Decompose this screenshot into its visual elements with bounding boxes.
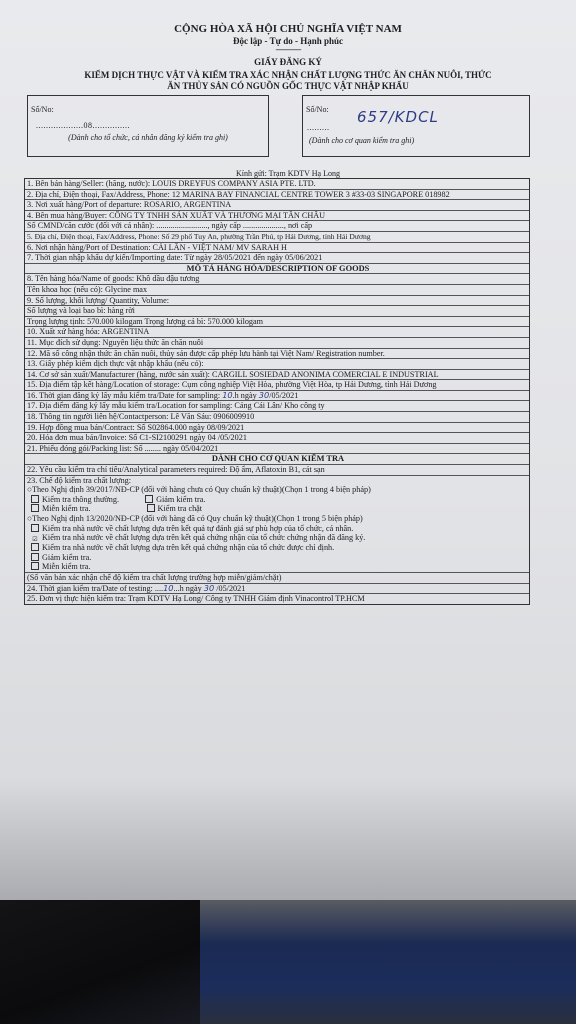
option-registered-certification: Kiểm tra nhà nước về chất lượng dựa trên kết quả chứng nhận của tổ chức chứng nhận đã đăng ký. bbox=[42, 533, 366, 543]
decree-39-label: Theo Nghị định 39/2017/NĐ-CP (đối với hàng chưa có Quy chuẩn kỹ thuật)(Chọn 1 trong 4 biện pháp) bbox=[31, 485, 371, 495]
testing-hour-handwritten: 10 bbox=[163, 583, 174, 593]
applicant-number-box bbox=[27, 95, 269, 157]
decree-13-option-1 bbox=[25, 524, 529, 534]
document-subtitle-line1: KIỂM DỊCH THỰC VẬT VÀ KIỂM TRA XÁC NHẬN CHẤT LƯỢNG THỨC ĂN CHĂN NUÔI, THỨC bbox=[84, 70, 492, 80]
field-port-destination: 6. Nơi nhận hàng/Port of Destination: CÁI LÂN - VIỆT NAM/ MV SARAH H bbox=[25, 243, 529, 254]
testing-date-prefix: 24. Thời gian kiểm tra/Date of testing: .... bbox=[27, 583, 164, 593]
checkbox-reduced-inspection[interactable] bbox=[145, 495, 153, 503]
section-description-of-goods: MÔ TẢ HÀNG HÓA/DESCRIPTION OF GOODS bbox=[25, 264, 529, 275]
checkbox-normal-inspection[interactable] bbox=[31, 495, 39, 503]
decree-13-option-4 bbox=[25, 553, 529, 563]
page-shadow bbox=[0, 780, 576, 900]
header-rule: --------------- bbox=[275, 45, 301, 54]
motto: Độc lập - Tự do - Hạnh phúc bbox=[232, 36, 343, 46]
decree-39-options-row1 bbox=[25, 495, 529, 505]
agency-number-note: (Dành cho cơ quan kiểm tra ghi) bbox=[309, 136, 415, 145]
document-subtitle-line2: ĂN THỦY SẢN CÓ NGUỒN GỐC THỰC VẬT NHẬP KHẨU bbox=[167, 81, 409, 91]
decree-13-option-2 bbox=[25, 533, 529, 543]
option-reduced-inspection: Giảm kiểm tra. bbox=[156, 494, 206, 504]
field-buyer-address: 5. Địa chỉ, Điện thoại, Fax/Address, Phone: Số 29 phố Tuy An, phường Trần Phú, tp Hải Dương, tỉnh Hải Dương bbox=[25, 232, 529, 243]
field-quarantine-permit: 13. Giấy phép kiểm dịch thực vật nhập khẩu (nếu có): bbox=[25, 359, 529, 370]
field-port-departure: 3. Nơi xuất hàng/Port of departure: ROSARIO, ARGENTINA bbox=[25, 200, 529, 211]
field-confirmation-document: (Số văn bản xác nhận chế độ kiểm tra chất lượng trường hợp miễn/giảm/chặt) bbox=[25, 573, 529, 584]
addressee: Kính gửi: Trạm KDTV Hạ Long bbox=[236, 169, 340, 178]
field-registration-number: 12. Mã số công nhận thức ăn chăn nuôi, thủy sản được cấp phép lưu hành tại Việt Nam/ Registration number. bbox=[25, 349, 529, 360]
bullet-icon: ○ bbox=[27, 485, 32, 495]
registration-form bbox=[24, 178, 530, 605]
section-for-inspection-agency: DÀNH CHO CƠ QUAN KIỂM TRA bbox=[25, 454, 529, 465]
option-exempt-inspection: Miễn kiểm tra. bbox=[42, 504, 91, 514]
sampling-day-handwritten: 30 bbox=[258, 390, 270, 400]
decree-13-option bbox=[25, 514, 529, 524]
field-seller: 1. Bên bán hàng/Seller: (hãng, nước): LOUIS DREYFUS COMPANY ASIA PTE. LTD. bbox=[25, 179, 529, 190]
applicant-number-note: (Dành cho tổ chức, cá nhân đăng ký kiểm tra ghi) bbox=[68, 133, 228, 142]
decree-39-options-row2 bbox=[25, 504, 529, 514]
sampling-date-suffix: /05/2021 bbox=[269, 390, 299, 400]
field-origin: 10. Xuất xứ hàng hóa: ARGENTINA bbox=[25, 327, 529, 338]
sampling-hour-handwritten: 10 bbox=[222, 390, 233, 400]
decree-13-label: Theo Nghị định 13/2020/NĐ-CP (đối với hàng đã có Quy chuẩn kỹ thuật)(Chọn 1 trong 5 biện pháp) bbox=[31, 514, 363, 523]
checkbox-exempt-inspection-2[interactable] bbox=[31, 562, 39, 570]
field-manufacturer: 14. Cơ sở sản xuất/Manufacturer (hãng, nước sản xuất): CARGILL SOSIEDAD ANONIMA COMERCIAL E INDUSTRIAL bbox=[25, 370, 529, 381]
field-packaging: Số lượng và loại bao bì: hàng rời bbox=[25, 306, 529, 317]
field-contact-person: 18. Thông tin người liên hệ/Contactperson: Lê Văn Sáu: 0906009910 bbox=[25, 412, 529, 423]
field-weight: Trọng lượng tịnh: 570.000 kilogam Trọng lượng cả bì: 570.000 kilogam bbox=[25, 317, 529, 328]
bullet-icon: ○ bbox=[27, 514, 32, 523]
field-quantity: 9. Số lượng, khối lượng/ Quantity, Volume: bbox=[25, 296, 529, 307]
decree-39-option bbox=[25, 485, 529, 495]
checkbox-exempt-inspection[interactable] bbox=[31, 504, 39, 512]
country-name: CỘNG HÒA XÃ HỘI CHỦ NGHĨA VIỆT NAM bbox=[174, 23, 402, 35]
agency-number-handwritten: 657/KDCL bbox=[357, 108, 439, 126]
field-sampling-location: 17. Địa điểm đăng ký lấy mẫu kiểm tra/Location for sampling: Cảng Cái Lân/ Kho công ty bbox=[25, 401, 529, 412]
field-analytical-parameters: 22. Yêu cầu kiểm tra chỉ tiêu/Analytical parameters required: Độ ẩm, Aflatoxin B1, cát sạn bbox=[25, 465, 529, 476]
testing-day-handwritten: 30 bbox=[203, 583, 215, 593]
sampling-date-prefix: 16. Thời gian đăng ký lấy mẫu kiểm tra/Date for sampling: bbox=[27, 390, 223, 400]
field-buyer-id: Số CMND/căn cước (đối với cá nhân): ........................., ngày cấp ...................., nơi cấp bbox=[25, 221, 529, 232]
field-goods-name: 8. Tên hàng hóa/Name of goods: Khô dầu đậu tương bbox=[25, 274, 529, 285]
field-scientific-name: Tên khoa học (nếu có): Glycine max bbox=[25, 285, 529, 296]
field-buyer: 4. Bên mua hàng/Buyer: CÔNG TY TNHH SẢN XUẤT VÀ THƯƠNG MẠI TÂN CHÂU bbox=[25, 211, 529, 222]
field-packing-list: 21. Phiếu đóng gói/Packing list: Số ........ ngày 05/04/2021 bbox=[25, 444, 529, 455]
field-inspection-mode: 23. Chế độ kiểm tra chất lượng: bbox=[27, 475, 132, 485]
agency-number-label: Số/No: bbox=[306, 105, 329, 114]
checkbox-reduced-inspection-2[interactable] bbox=[31, 553, 39, 561]
document-title: GIẤY ĐĂNG KÝ bbox=[254, 57, 322, 67]
option-designated-certification: Kiểm tra nhà nước về chất lượng dựa trên kết quả chứng nhận của tổ chức được chỉ định. bbox=[42, 543, 335, 553]
decree-13-option-3 bbox=[25, 543, 529, 553]
field-seller-address: 2. Địa chỉ, Điện thoại, Fax/Address, Phone: 12 MARINA BAY FINANCIAL CENTRE TOWER 3 #33-03 SINGAPORE 018982 bbox=[25, 190, 529, 201]
option-reduced-inspection-2: Giảm kiểm tra. bbox=[42, 552, 92, 562]
option-exempt-inspection-2: Miễn kiểm tra. bbox=[42, 562, 91, 572]
agency-number-box bbox=[302, 95, 530, 157]
option-self-assessment: Kiểm tra nhà nước về chất lượng dựa trên kết quả tự đánh giá sự phù hợp của tổ chức, cá nhân. bbox=[42, 523, 354, 533]
field-import-date: 7. Thời gian nhập khẩu dự kiến/Importing date: Từ ngày 28/05/2021 đến ngày 05/06/2021 bbox=[25, 253, 529, 264]
field-purpose: 11. Mục đích sử dụng: Nguyên liệu thức ăn chăn nuôi bbox=[25, 338, 529, 349]
field-contract: 19. Hợp đồng mua bán/Contract: Số S02864.000 ngày 08/09/2021 bbox=[25, 423, 529, 434]
agency-number-dots: ......... bbox=[307, 123, 330, 132]
applicant-number-label: Số/No: bbox=[31, 105, 54, 114]
applicant-number-value: ...................08............... bbox=[36, 121, 130, 130]
testing-date-suffix: /05/2021 bbox=[214, 583, 246, 593]
field-inspection-unit: 25. Đơn vị thực hiện kiểm tra: Trạm KDTV Hạ Long/ Công ty TNHH Giám định Vinacontrol TP.HCM bbox=[27, 594, 365, 604]
field-testing-date bbox=[25, 584, 529, 595]
checkbox-registered-certification-checked[interactable]: ☑ bbox=[32, 537, 38, 544]
checkbox-strict-inspection[interactable] bbox=[147, 504, 155, 512]
testing-date-mid: ...h ngày bbox=[173, 583, 204, 593]
checkbox-self-assessment[interactable] bbox=[31, 524, 39, 532]
background-dark-object bbox=[0, 900, 200, 1024]
decree-13-option-5 bbox=[25, 562, 529, 573]
sampling-date-mid: .h ngày bbox=[232, 390, 259, 400]
checkbox-designated-certification[interactable] bbox=[31, 543, 39, 551]
field-storage-location: 15. Địa điểm tập kết hàng/Location of storage: Cụm công nghiệp Việt Hòa, phường Việt Hòa, tp Hải Dương, tỉnh Hải Dương bbox=[25, 380, 529, 391]
field-invoice: 20. Hóa đơn mua bán/Invoice: Số C1-SI2100291 ngày 04 /05/2021 bbox=[25, 433, 529, 444]
option-normal-inspection: Kiểm tra thông thường. bbox=[42, 494, 119, 504]
option-strict-inspection: Kiểm tra chặt bbox=[157, 504, 203, 514]
field-sampling-date bbox=[25, 391, 529, 402]
